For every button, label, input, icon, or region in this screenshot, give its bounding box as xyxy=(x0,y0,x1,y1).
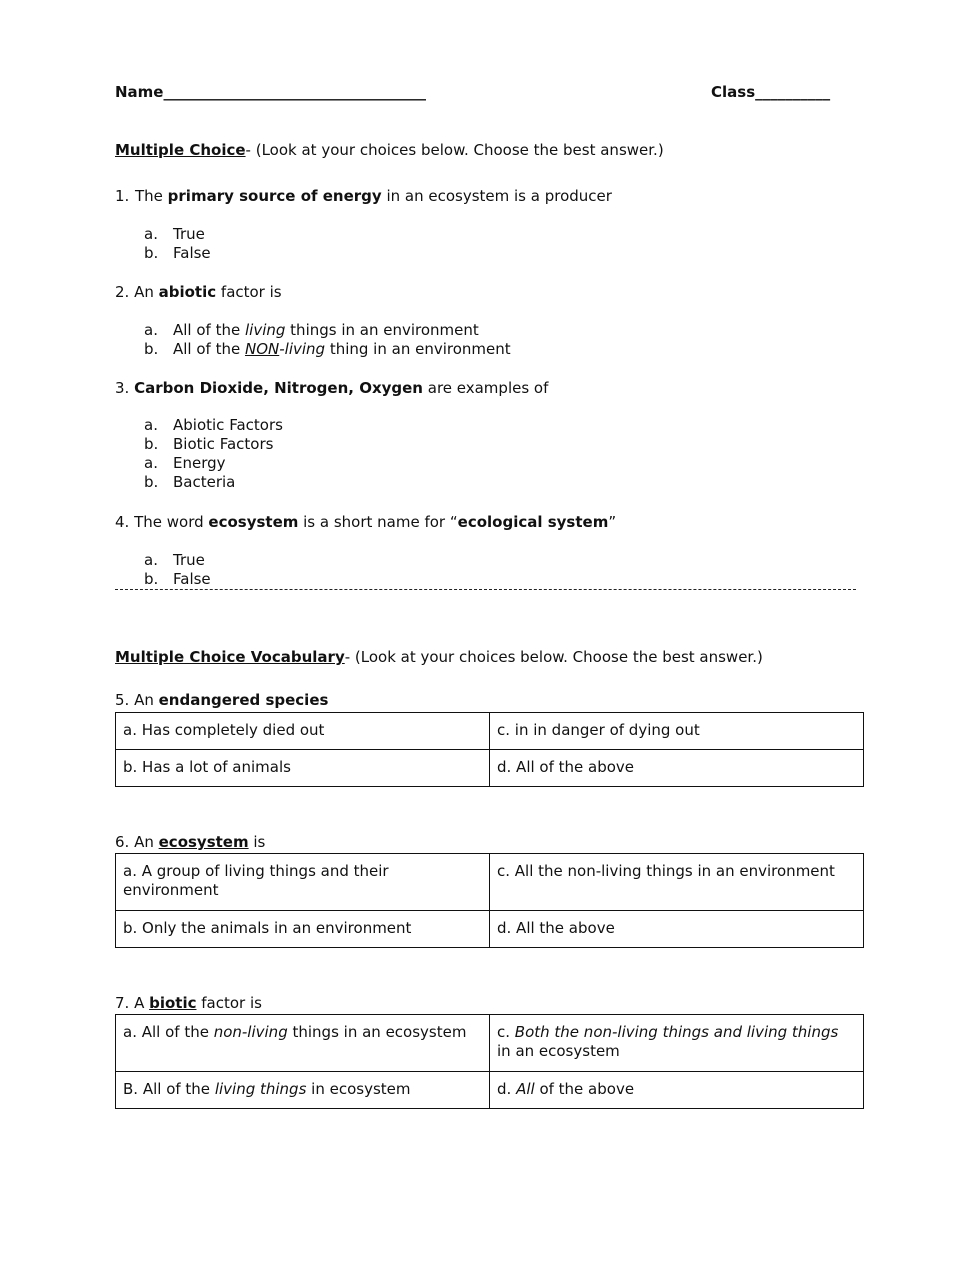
option-letter: b. xyxy=(144,340,159,358)
question-text: are examples of xyxy=(422,379,549,397)
option-text: Abiotic Factors xyxy=(173,416,283,434)
question-text: in an ecosystem is a producer xyxy=(381,187,612,205)
name-field[interactable] xyxy=(115,82,426,102)
option-text: d. xyxy=(497,1080,517,1098)
option-text-italic: All xyxy=(516,1080,535,1098)
question-text: 3. xyxy=(115,379,135,397)
section-title: Multiple Choice xyxy=(115,141,246,159)
option-text-italic-underlined: NON xyxy=(244,340,280,358)
question-4 xyxy=(115,512,616,532)
option-text: thing in an environment xyxy=(325,340,511,358)
question-text: The xyxy=(135,187,168,205)
option-text: things in an ecosystem xyxy=(287,1023,467,1041)
option-text: True xyxy=(173,551,205,569)
option-text: Bacteria xyxy=(173,473,236,491)
option-letter: a. xyxy=(144,321,158,339)
option-text: a. All of the xyxy=(123,1023,214,1041)
q6-option-d[interactable]: d. All the above xyxy=(490,911,864,948)
q4-option-b[interactable] xyxy=(144,570,211,589)
question-6 xyxy=(115,832,265,852)
question-keyword: ecosystem xyxy=(158,833,249,851)
q5-option-c[interactable]: c. in in danger of dying out xyxy=(490,713,864,750)
question-text: is a short name for “ xyxy=(298,513,458,531)
q6-option-b[interactable]: b. Only the animals in an environment xyxy=(116,911,490,948)
q7-option-c[interactable] xyxy=(490,1015,864,1072)
q3-option-2[interactable] xyxy=(144,435,273,454)
q1-option-b[interactable] xyxy=(144,244,211,263)
question-text: ” xyxy=(608,513,617,531)
question-keyword: endangered species xyxy=(158,691,329,709)
question-text: 5. An xyxy=(115,691,159,709)
section-instruction: - (Look at your choices below. Choose the best answer.) xyxy=(245,141,664,159)
section-heading-vocabulary xyxy=(115,647,763,667)
option-letter: b. xyxy=(144,570,159,588)
option-letter: a. xyxy=(144,416,158,434)
q3-option-1[interactable] xyxy=(144,416,283,435)
option-text-italic: -living xyxy=(279,340,326,358)
name-blank[interactable]: ___________________________________ xyxy=(163,83,426,101)
option-letter: a. xyxy=(144,225,158,243)
question-keyword: biotic xyxy=(149,994,197,1012)
option-text: of the above xyxy=(534,1080,635,1098)
question-text: is xyxy=(248,833,266,851)
q6-answer-table xyxy=(115,853,864,948)
q5-option-b[interactable]: b. Has a lot of animals xyxy=(116,750,490,787)
option-text: Biotic Factors xyxy=(173,435,274,453)
class-label: Class xyxy=(711,83,756,101)
option-letter: a. xyxy=(144,454,158,472)
option-text: All of the xyxy=(173,340,245,358)
question-text: factor is xyxy=(216,283,282,301)
class-field[interactable] xyxy=(711,82,830,102)
q1-option-a[interactable] xyxy=(144,225,205,244)
option-text: False xyxy=(173,244,211,262)
section-heading-multiple-choice xyxy=(115,140,664,160)
option-text: in ecosystem xyxy=(306,1080,411,1098)
q5-answer-table xyxy=(115,712,864,787)
section-instruction: - (Look at your choices below. Choose the best answer.) xyxy=(344,648,763,666)
question-keyword: primary source of energy xyxy=(167,187,382,205)
option-text: things in an environment xyxy=(285,321,479,339)
option-letter: a. xyxy=(144,551,158,569)
question-keyword: abiotic xyxy=(158,283,217,301)
option-text: All of the xyxy=(173,321,245,339)
question-text: 7. A xyxy=(115,994,150,1012)
q4-option-a[interactable] xyxy=(144,551,205,570)
q2-option-a[interactable] xyxy=(144,321,479,340)
option-text: B. All of the xyxy=(123,1080,215,1098)
question-keyword: Carbon Dioxide, Nitrogen, Oxygen xyxy=(134,379,423,397)
option-letter: b. xyxy=(144,473,159,491)
class-blank[interactable]: __________ xyxy=(755,83,831,101)
question-number: 1. xyxy=(115,187,130,205)
question-text: 2. An xyxy=(115,283,159,301)
q6-option-a[interactable]: a. A group of living things and their environment xyxy=(116,854,490,911)
question-keyword: ecosystem xyxy=(208,513,299,531)
question-text: 6. An xyxy=(115,833,159,851)
option-letter: b. xyxy=(144,435,159,453)
q7-answer-table xyxy=(115,1014,864,1109)
option-text: False xyxy=(173,570,211,588)
option-text: Energy xyxy=(173,454,226,472)
option-text-italic: Both the non-living things and living things xyxy=(514,1023,839,1041)
option-letter: b. xyxy=(144,244,159,262)
name-label: Name xyxy=(115,83,164,101)
question-2 xyxy=(115,282,282,302)
question-text: factor is xyxy=(196,994,262,1012)
question-5 xyxy=(115,690,328,710)
q7-option-d[interactable] xyxy=(490,1072,864,1109)
q3-option-3[interactable] xyxy=(144,454,226,473)
q2-option-b[interactable] xyxy=(144,340,511,359)
q3-option-4[interactable] xyxy=(144,473,235,492)
q7-option-b[interactable] xyxy=(116,1072,490,1109)
question-keyword: ecological system xyxy=(457,513,609,531)
q5-option-a[interactable]: a. Has completely died out xyxy=(116,713,490,750)
question-1 xyxy=(115,186,612,206)
option-text: in an ecosystem xyxy=(497,1042,620,1060)
q5-option-d[interactable]: d. All of the above xyxy=(490,750,864,787)
option-text: True xyxy=(173,225,205,243)
option-text: c. xyxy=(497,1023,515,1041)
option-text-italic: non-living xyxy=(213,1023,288,1041)
option-text-italic: living things xyxy=(214,1080,307,1098)
question-text: 4. The word xyxy=(115,513,209,531)
section-title: Multiple Choice Vocabulary xyxy=(115,648,345,666)
question-3 xyxy=(115,378,548,398)
option-text-italic: living xyxy=(244,321,286,339)
question-7 xyxy=(115,993,262,1013)
q6-option-c[interactable]: c. All the non-living things in an environment xyxy=(490,854,864,911)
section-divider xyxy=(115,589,856,590)
q7-option-a[interactable] xyxy=(116,1015,490,1072)
